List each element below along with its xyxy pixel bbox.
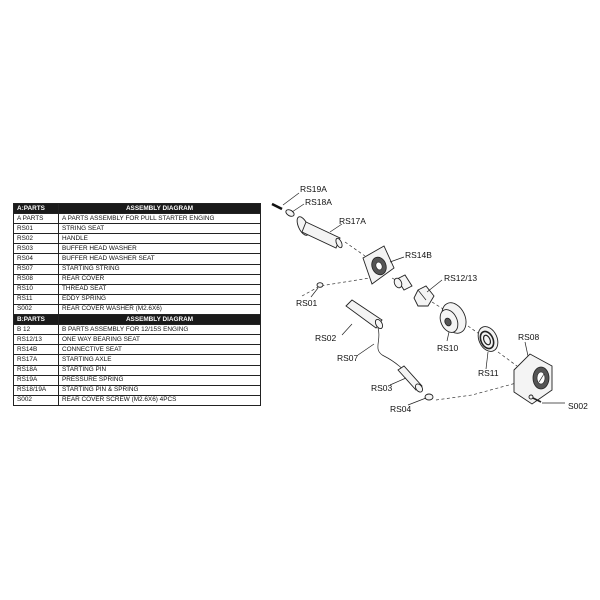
assembly-guide-lines: [302, 242, 534, 402]
callout-rs08: RS08: [518, 332, 540, 342]
part-code: RS17A: [14, 355, 59, 365]
leader-rs12-13: [427, 280, 442, 292]
part-rs18a-pin: [285, 208, 296, 217]
leader-rs14b: [390, 257, 404, 262]
part-desc: BUFFER HEAD WASHER SEAT: [59, 254, 261, 264]
part-code: RS07: [14, 264, 59, 274]
callout-rs11: RS11: [478, 368, 499, 378]
part-code: A PARTS: [14, 214, 59, 224]
string-seat: [317, 283, 323, 288]
callout-rs14b: RS14B: [405, 250, 432, 260]
axle-shaft: [302, 222, 340, 248]
part-rs19a-spring: [272, 204, 282, 209]
part-desc: EDDY SPRING: [59, 294, 261, 304]
callout-rs10: RS10: [437, 343, 459, 353]
part-code: RS04: [14, 254, 59, 264]
leader-rs03: [390, 378, 406, 385]
guide-line: [436, 382, 520, 400]
part-desc: ONE WAY BEARING SEAT: [59, 335, 261, 345]
callout-rs03: RS03: [371, 383, 393, 393]
part-code: S002: [14, 395, 59, 405]
part-code: RS19A: [14, 375, 59, 385]
callout-rs02: RS02: [315, 333, 337, 343]
callout-rs07: RS07: [337, 353, 359, 363]
callout-rs01: RS01: [296, 298, 318, 308]
leader-rs08: [525, 342, 528, 356]
part-desc: STARTING PIN & SPRING: [59, 385, 261, 395]
part-code: B 12: [14, 325, 59, 335]
part-code: RS11: [14, 294, 59, 304]
part-desc: HANDLE: [59, 234, 261, 244]
part-code: S002: [14, 304, 59, 314]
washer-seat: [425, 394, 433, 400]
part-code: RS08: [14, 274, 59, 284]
part-code: RS14B: [14, 345, 59, 355]
part-desc: REAR COVER: [59, 274, 261, 284]
callout-rs04: RS04: [390, 404, 412, 414]
part-code: RS03: [14, 244, 59, 254]
part-desc: PRESSURE SPRING: [59, 375, 261, 385]
spring-coil: [272, 204, 282, 209]
callout-rs18a: RS18A: [305, 197, 332, 207]
guide-line: [498, 352, 517, 366]
header-code: A:PARTS: [14, 204, 59, 214]
leader-rs11: [486, 352, 488, 369]
leader-rs01: [311, 288, 318, 297]
header-title: ASSEMBLY DIAGRAM: [59, 315, 261, 325]
part-rs12-13-bearing: [393, 275, 434, 306]
part-rs01-string-seat: [317, 283, 323, 288]
leader-rs10: [447, 332, 449, 341]
part-code: RS02: [14, 234, 59, 244]
guide-line: [345, 242, 365, 256]
callout-rs17a: RS17A: [339, 216, 366, 226]
leader-rs02: [342, 324, 352, 335]
header-code: B:PARTS: [14, 315, 59, 325]
leader-rs18a: [292, 204, 304, 212]
part-rs10-thread-seat: [437, 299, 471, 337]
part-desc: THREAD SEAT: [59, 284, 261, 294]
part-code: RS18/19A: [14, 385, 59, 395]
part-desc: STARTING STRING: [59, 264, 261, 274]
leader-rs19a: [283, 193, 299, 205]
screw-head: [529, 395, 533, 399]
spring-case: [474, 323, 501, 354]
part-desc: STARTING PIN: [59, 365, 261, 375]
pin-head: [285, 208, 296, 217]
part-code: RS10: [14, 284, 59, 294]
callout-rs12-13: RS12/13: [444, 273, 478, 283]
part-desc: A PARTS ASSEMBLY FOR PULL STARTER ENGING: [59, 214, 261, 224]
part-desc: CONNECTIVE SEAT: [59, 345, 261, 355]
callout-s002: S002: [568, 401, 588, 411]
leader-rs07: [358, 344, 374, 355]
part-desc: STARTING AXLE: [59, 355, 261, 365]
part-rs17a-axle: [295, 215, 344, 249]
part-code: RS18A: [14, 365, 59, 375]
part-rs11-eddy-spring: [474, 323, 501, 354]
part-desc: REAR COVER WASHER (M2.6X6): [59, 304, 261, 314]
part-desc: BUFFER HEAD WASHER: [59, 244, 261, 254]
part-code: RS01: [14, 224, 59, 234]
part-desc: STRING SEAT: [59, 224, 261, 234]
callout-rs19a: RS19A: [300, 184, 327, 194]
part-desc: B PARTS ASSEMBLY FOR 12/15S ENGING: [59, 325, 261, 335]
part-desc: REAR COVER SCREW (M2.6X6) 4PCS: [59, 395, 261, 405]
cover-center: [537, 372, 545, 384]
part-code: RS12/13: [14, 335, 59, 345]
header-title: ASSEMBLY DIAGRAM: [59, 204, 261, 214]
part-rs04-washer-seat: [425, 394, 433, 400]
part-rs02-handle: [346, 300, 384, 330]
